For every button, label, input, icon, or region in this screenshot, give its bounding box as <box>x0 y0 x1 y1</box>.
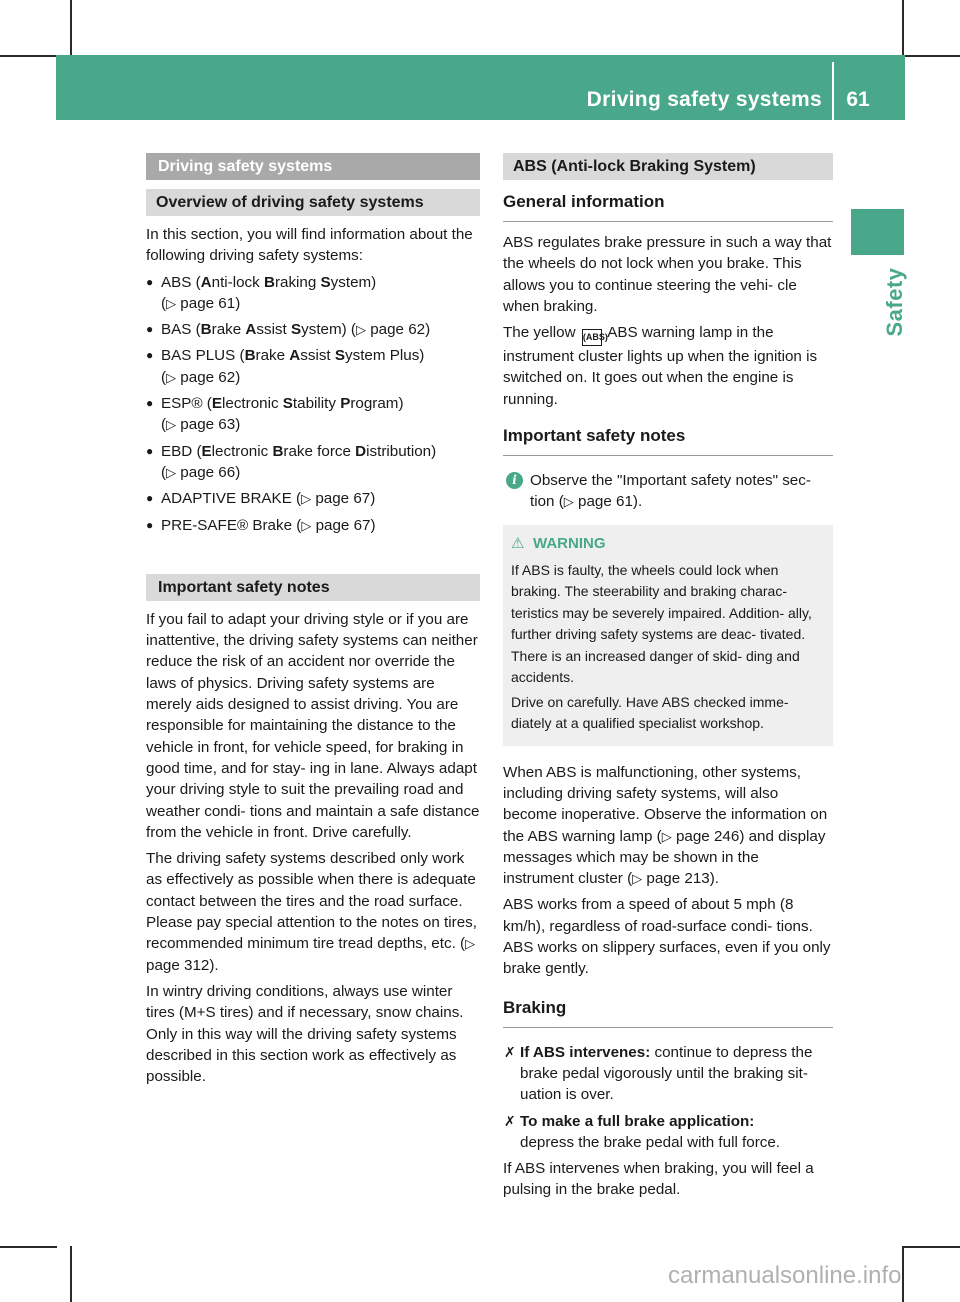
safety-notes-paragraph: If you fail to adapt your driving style or if you are inattentive, the driving safety systems can neither reduce the risk of an accident nor override the laws of physics. Driving safety systems are merely aids designed to assist driving. You are responsible for maintaining the distance to the vehicle in front, for vehicle speed, for braking in good time, and for stay- ing in lane. Always adapt your driving style to suit the prevailing road and weather condi- tions and maintain a safe distance from the vehicle in front. Drive carefully. <box>146 610 480 841</box>
triangle-right-icon: ▷ <box>465 936 476 952</box>
page-ref-link[interactable]: page 63 <box>180 416 236 434</box>
list-item: ● BAS (Brake Assist System) (▷ page 62) <box>146 319 480 340</box>
warning-header: ⚠ WARNING <box>511 534 606 552</box>
bullet-r-icon: ● <box>146 274 154 289</box>
crop-mark <box>70 0 72 57</box>
chapter-tab-label: Safety <box>882 267 907 337</box>
braking-paragraph: If ABS intervenes when braking, you will feel a pulsing in the brake pedal. <box>503 1160 814 1199</box>
info-note: i Observe the "Important safety notes" sec- tion (▷ page 61). <box>503 470 833 513</box>
page-ref-link[interactable]: page 246 <box>675 827 740 845</box>
header-divider <box>832 62 834 120</box>
crop-mark <box>904 1246 960 1248</box>
overview-intro: In this section, you will find information about the following driving safety systems: <box>146 226 473 265</box>
triangle-right-icon: ▷ <box>166 464 177 480</box>
list-item: ● EBD (Electronic Brake force Distribution) (▷ page 66) <box>146 442 437 481</box>
page-ref-link[interactable]: page 62 <box>370 321 426 339</box>
page-ref-link[interactable]: page 67 <box>315 490 371 508</box>
speed-paragraph: ABS works from a speed of about 5 mph (8 km/h), regardless of road-surface condi- tions. ABS works on slippery surfaces, even if you only brake gently. <box>503 896 831 978</box>
list-item: ● ABS (Anti-lock Braking System) (▷ page 61) <box>146 273 377 312</box>
crop-mark <box>0 55 57 57</box>
crop-mark <box>902 1246 904 1302</box>
crop-mark <box>0 1246 57 1248</box>
chapter-tab-block <box>851 209 904 255</box>
triangle-right-icon: ▷ <box>166 295 177 311</box>
list-item: ● ESP® (Electronic Stability Program) (▷ page 63) <box>146 395 404 434</box>
systems-list <box>146 272 480 536</box>
page-ref-link[interactable]: page 312 <box>146 956 210 974</box>
page-number: 61 <box>846 88 870 111</box>
running-header-title: Driving safety systems <box>586 88 822 111</box>
triangle-right-icon: ▷ <box>166 417 177 433</box>
general-paragraph: The yellow (ABS) ABS warning lamp in the instrument cluster lights up when the ignition is switched on. It goes out when the engine is running. <box>503 324 818 408</box>
section-title-driving-safety: Driving safety systems <box>146 153 480 180</box>
page-ref-link[interactable]: page 213 <box>646 870 710 888</box>
safety-notes-paragraph: In wintry driving conditions, always use winter tires (M+S tires) and if necessary, snow chains. Only in this way will the driving safety systems described in this section work as effectively as possible. <box>146 982 464 1086</box>
warning-box <box>503 525 833 746</box>
x-arrow-icon: ✗ <box>504 1043 516 1060</box>
general-paragraph: ABS regulates brake pressure in such a way that the wheels do not lock when you brake. This allows you to continue steering the vehi- cle when braking. <box>503 234 832 315</box>
triangle-right-icon: ▷ <box>661 828 672 844</box>
bullet-r-icon: ● <box>146 322 154 337</box>
bullet-r-icon: ● <box>146 491 154 506</box>
heading-general-information: General information <box>503 191 833 222</box>
triangle-right-icon: ▷ <box>301 491 312 507</box>
list-item: ● ADAPTIVE BRAKE (▷ page 67) <box>146 488 480 509</box>
right-column <box>503 153 833 1206</box>
triangle-right-icon: ▷ <box>563 494 574 510</box>
heading-important-safety-notes: Important safety notes <box>503 425 833 456</box>
triangle-right-icon: ▷ <box>301 517 312 533</box>
warning-triangle-icon: ⚠ <box>511 534 525 552</box>
list-item: ● BAS PLUS (Brake Assist System Plus) (▷ page 62) <box>146 347 425 386</box>
subsection-overview-title: Overview of driving safety systems <box>146 189 480 216</box>
page-ref-link[interactable]: page 67 <box>315 516 371 534</box>
list-item: ● PRE-SAFE® Brake (▷ page 67) <box>146 515 480 536</box>
crop-mark <box>904 55 960 57</box>
heading-braking: Braking <box>503 997 833 1028</box>
warning-text: Drive on carefully. Have ABS checked imme- diately at a qualified specialist workshop. <box>511 693 789 732</box>
triangle-right-icon: ▷ <box>355 322 366 338</box>
bullet-r-icon: ● <box>146 348 154 363</box>
crop-mark <box>902 0 904 57</box>
left-column <box>146 153 480 1092</box>
triangle-right-icon: ▷ <box>632 871 643 887</box>
abs-warning-lamp-icon: (ABS) <box>582 329 602 346</box>
malfunction-paragraph: When ABS is malfunctioning, other systems, including driving safety systems, will also become inoperative. Observe the information on the ABS warning lamp (▷ page 246) and display messages which may be shown in the instrument cluster (▷ page 213). <box>503 763 828 888</box>
bullet-r-icon: ● <box>146 396 154 411</box>
bullet-r-icon: ● <box>146 443 154 458</box>
section-title-abs: ABS (Anti-lock Braking System) <box>503 153 833 180</box>
page-ref-link[interactable]: page 62 <box>180 368 236 386</box>
page-ref-link[interactable]: page 61 <box>578 493 633 511</box>
step-item: ✗ To make a full brake application: depress the brake pedal with full force. <box>504 1112 781 1151</box>
info-icon: i <box>506 472 523 489</box>
step-item: ✗ If ABS intervenes: continue to depress the brake pedal vigorously until the braking sit- uation is over. <box>504 1043 813 1104</box>
warning-text: If ABS is faulty, the wheels could lock when braking. The steerability and braking charac- teristics may be severely impaired. Addition- ally, further driving safety systems are deac- tivated. There is an increased danger of skid- ding and accidents. <box>511 561 812 686</box>
watermark-text: carmanualsonline.info <box>668 1262 902 1289</box>
subsection-safety-notes-title: Important safety notes <box>146 574 480 601</box>
triangle-right-icon: ▷ <box>166 369 177 385</box>
page-ref-link[interactable]: page 61 <box>180 294 236 312</box>
crop-mark <box>70 1246 72 1302</box>
page-ref-link[interactable]: page 66 <box>180 463 236 481</box>
safety-notes-paragraph: The driving safety systems described only work as effectively as possible when there is adequate contact between the tires and the road surface. Please pay special attention to the notes on tires, recommended minimum tire tread depths, etc. (▷ page 312). <box>146 850 477 974</box>
bullet-r-icon: ● <box>146 517 154 532</box>
x-arrow-icon: ✗ <box>504 1112 516 1129</box>
